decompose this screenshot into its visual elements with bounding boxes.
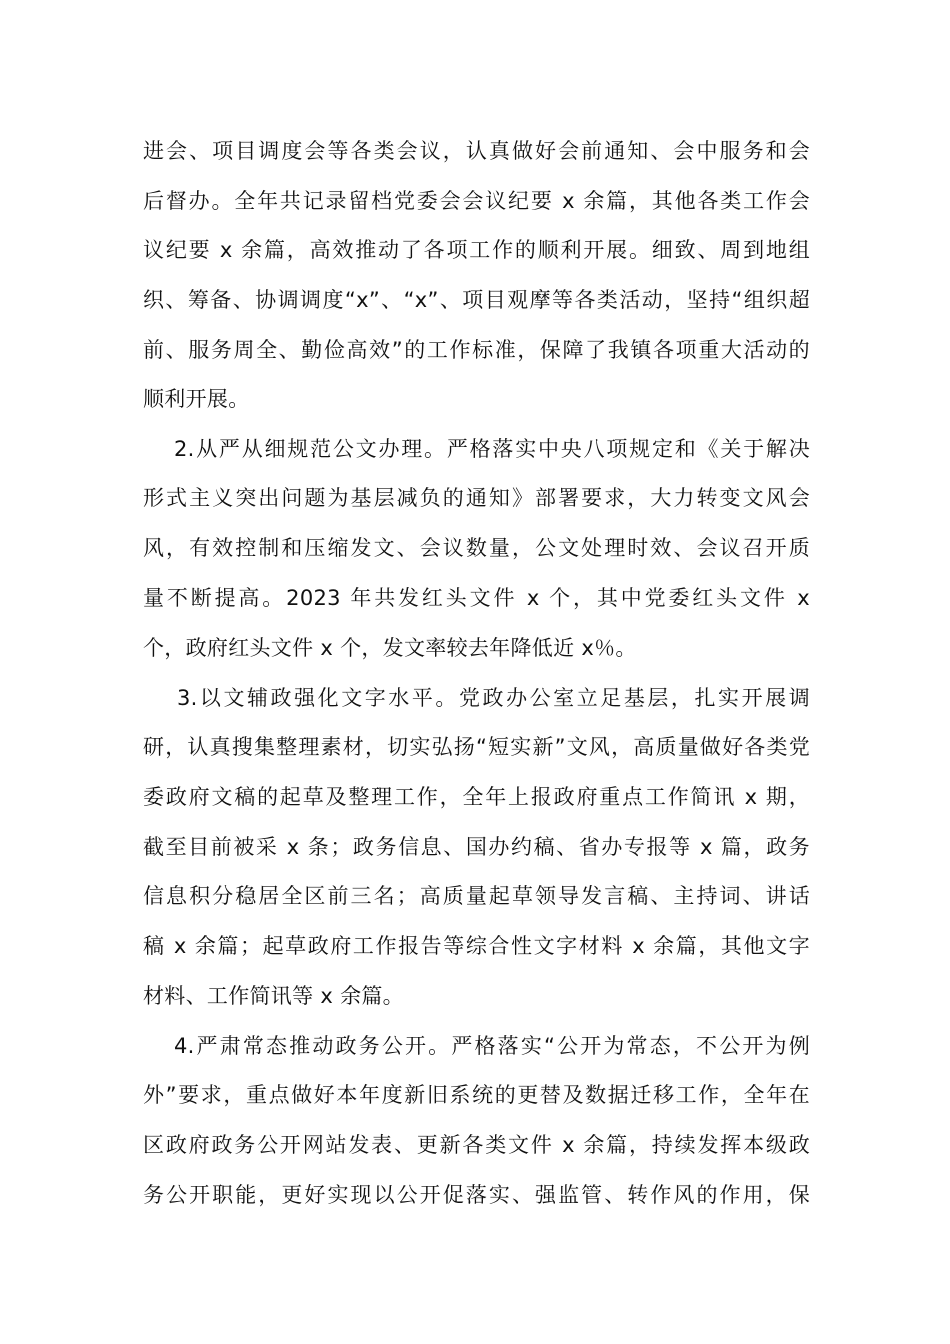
- text-line: 形式主义突出问题为基层减负的通知》部署要求，大力转变文风会: [143, 486, 810, 510]
- text-line: 区政府政务公开网站发表、更新各类文件 x 余篇，持续发挥本级政: [143, 1133, 810, 1157]
- text-line: 个，政府红头文件 x 个，发文率较去年降低近 x％。: [143, 636, 637, 660]
- text-line: 进会、项目调度会等各类会议，认真做好会前通知、会中服务和会: [143, 139, 810, 163]
- paragraph-3-first-line: 3.以文辅政强化文字水平。党政办公室立足基层，扎实开展调: [177, 686, 810, 710]
- text-line: 研，认真搜集整理素材，切实弘扬“短实新”文风，高质量做好各类党: [143, 735, 810, 759]
- text-line: 顺利开展。: [143, 387, 250, 411]
- text-line: 后督办。全年共记录留档党委会会议纪要 x 余篇，其他各类工作会: [143, 189, 810, 213]
- text-line: 议纪要 x 余篇，高效推动了各项工作的顺利开展。细致、周到地组: [143, 238, 810, 262]
- text-line: 量不断提高。2023 年共发红头文件 x 个，其中党委红头文件 x: [143, 586, 810, 610]
- text-line: 风，有效控制和压缩发文、会议数量，公文处理时效、会议召开质: [143, 536, 810, 560]
- text-line: 稿 x 余篇；起草政府工作报告等综合性文字材料 x 余篇，其他文字: [143, 934, 810, 958]
- text-line: 材料、工作简讯等 x 余篇。: [143, 984, 404, 1008]
- text-line: 务公开职能，更好实现以公开促落实、强监管、转作风的作用，保: [143, 1183, 810, 1207]
- text-line: 外”要求，重点做好本年度新旧系统的更替及数据迁移工作，全年在: [143, 1083, 810, 1107]
- paragraph-2-first-line: 2.从严从细规范公文办理。严格落实中央八项规定和《关于解决: [174, 437, 810, 461]
- text-line: 前、服务周全、勤俭高效”的工作标准，保障了我镇各项重大活动的: [143, 338, 810, 362]
- text-line: 织、筹备、协调调度“x”、“x”、项目观摩等各类活动，坚持“组织超: [143, 288, 810, 312]
- text-line: 信息积分稳居全区前三名；高质量起草领导发言稿、主持词、讲话: [143, 884, 810, 908]
- text-line: 委政府文稿的起草及整理工作，全年上报政府重点工作简讯 x 期，: [143, 785, 810, 809]
- paragraph-4-first-line: 4.严肃常态推动政务公开。严格落实“公开为常态，不公开为例: [174, 1034, 810, 1058]
- text-line: 截至目前被采 x 条；政务信息、国办约稿、省办专报等 x 篇，政务: [143, 835, 810, 859]
